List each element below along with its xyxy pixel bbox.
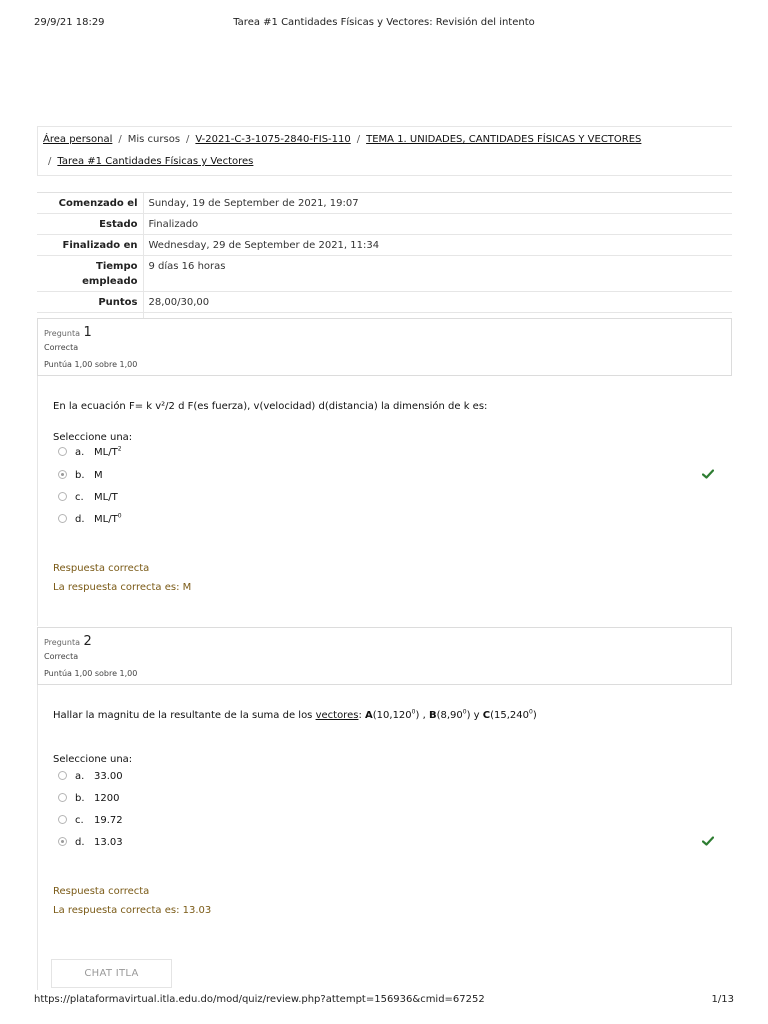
degree-sup: 0 <box>411 708 416 716</box>
question-2-content <box>37 685 732 990</box>
question-state: Correcta <box>44 652 79 661</box>
answer-option-a[interactable] <box>58 447 122 461</box>
attempt-summary-table <box>37 192 732 334</box>
summary-label: Tiempo empleado <box>37 256 143 292</box>
summary-value: 9 días 16 horas <box>143 256 732 292</box>
summary-row-state <box>37 214 732 235</box>
option-sup: 2 <box>117 445 122 453</box>
summary-row-time <box>37 256 732 292</box>
breadcrumb-quiz[interactable]: Tarea #1 Cantidades Físicas y Vectores <box>57 156 254 167</box>
option-text: M <box>94 470 103 481</box>
breadcrumb-topic[interactable]: TEMA 1. UNIDADES, CANTIDADES FÍSICAS Y VECTORES <box>366 134 642 145</box>
question-1-info <box>37 318 732 376</box>
radio-button[interactable] <box>58 514 67 523</box>
question-text-part: ) y <box>466 710 483 721</box>
question-state: Correcta <box>44 343 79 352</box>
right-answer: La respuesta correcta es: 13.03 <box>53 905 212 916</box>
vector-c-name: C <box>482 710 491 721</box>
answer-option-b[interactable] <box>58 470 103 484</box>
radio-button[interactable] <box>58 771 67 780</box>
answer-option-d[interactable] <box>58 837 123 851</box>
option-text: ML/T <box>94 514 118 525</box>
breadcrumb-separator: / <box>48 156 52 167</box>
answer-option-b[interactable] <box>58 793 119 807</box>
breadcrumb-area-personal[interactable]: Área personal <box>43 134 113 145</box>
print-header <box>0 17 768 31</box>
option-sup: 0 <box>117 512 122 520</box>
summary-row-points <box>37 292 732 313</box>
summary-label: Puntos <box>37 292 143 313</box>
print-title: Tarea #1 Cantidades Físicas y Vectores: Revisión del intento <box>233 17 535 28</box>
summary-label: Estado <box>37 214 143 235</box>
breadcrumb <box>37 126 732 176</box>
vector-b-name: B <box>428 710 437 721</box>
option-letter: b. <box>75 470 85 481</box>
vector-b-value: (8,90 <box>436 710 463 721</box>
question-text <box>53 710 537 721</box>
summary-value: Finalizado <box>143 214 732 235</box>
question-grade: Puntúa 1,00 sobre 1,00 <box>44 669 138 678</box>
option-text: 1200 <box>94 793 120 804</box>
option-text: ML/T <box>94 447 118 458</box>
option-letter: a. <box>75 447 85 458</box>
feedback-correct: Respuesta correcta <box>53 563 150 574</box>
radio-button[interactable] <box>58 492 67 501</box>
question-1-content <box>37 376 732 626</box>
radio-button[interactable] <box>58 815 67 824</box>
breadcrumb-line-1 <box>43 134 641 148</box>
option-letter: b. <box>75 793 85 804</box>
option-letter: a. <box>75 771 85 782</box>
question-text-part: ) , <box>415 710 429 721</box>
vector-a-value: (10,120 <box>372 710 412 721</box>
summary-row-finished <box>37 235 732 256</box>
right-answer: La respuesta correcta es: M <box>53 582 192 593</box>
feedback-correct: Respuesta correcta <box>53 886 150 897</box>
degree-sup: 0 <box>529 708 533 716</box>
option-text: 19.72 <box>94 815 123 826</box>
question-text-part: ) <box>532 710 537 721</box>
print-datetime: 29/9/21 18:29 <box>34 17 105 28</box>
breadcrumb-separator: / <box>356 134 361 145</box>
radio-button[interactable] <box>58 447 67 456</box>
option-letter: c. <box>75 815 84 826</box>
option-text: 13.03 <box>94 837 123 848</box>
question-number <box>44 325 92 340</box>
summary-row-started <box>37 193 732 214</box>
question-label: Pregunta <box>44 638 80 647</box>
answer-option-a[interactable] <box>58 771 123 785</box>
select-prompt: Seleccione una: <box>53 754 133 765</box>
option-text: ML/T <box>94 492 118 503</box>
summary-label: Comenzado el <box>37 193 143 214</box>
question-label: Pregunta <box>44 329 80 338</box>
breadcrumb-mis-cursos: Mis cursos <box>127 134 181 145</box>
option-letter: d. <box>75 514 85 525</box>
question-2-info <box>37 627 732 685</box>
vector-c-value: (15,240 <box>490 710 529 721</box>
question-number <box>44 634 92 649</box>
summary-label: Finalizado en <box>37 235 143 256</box>
question-text: En la ecuación F= k v²/2 d F(es fuerza), v(velocidad) d(distancia) la dimensión de k es: <box>53 401 488 412</box>
radio-button[interactable] <box>58 793 67 802</box>
question-text-part: Hallar la magnitu de la resultante de la suma de los <box>53 710 316 721</box>
option-letter: d. <box>75 837 85 848</box>
radio-button-selected[interactable] <box>58 837 67 846</box>
question-number-value: 1 <box>83 325 92 340</box>
print-footer <box>0 994 768 1008</box>
select-prompt: Seleccione una: <box>53 432 133 443</box>
question-number-value: 2 <box>83 634 92 649</box>
option-letter: c. <box>75 492 84 503</box>
breadcrumb-line-2 <box>48 156 253 170</box>
answer-option-c[interactable] <box>58 815 123 829</box>
summary-value: Sunday, 19 de September de 2021, 19:07 <box>143 193 732 214</box>
correct-check-icon <box>702 469 714 479</box>
vectores-link[interactable]: vectores <box>315 710 359 721</box>
degree-sup: 0 <box>462 708 467 716</box>
radio-button-selected[interactable] <box>58 470 67 479</box>
breadcrumb-separator: / <box>118 134 122 145</box>
print-url: https://plataformavirtual.itla.edu.do/mod/quiz/review.php?attempt=156936&cmid=67252 <box>34 994 485 1005</box>
summary-value: 28,00/30,00 <box>143 292 732 313</box>
summary-value: Wednesday, 29 de September de 2021, 11:34 <box>143 235 732 256</box>
correct-check-icon <box>702 836 714 846</box>
answer-option-c[interactable] <box>58 492 118 506</box>
breadcrumb-course[interactable]: V-2021-C-3-1075-2840-FIS-110 <box>195 134 351 145</box>
question-grade: Puntúa 1,00 sobre 1,00 <box>44 360 138 369</box>
answer-option-d[interactable] <box>58 514 122 528</box>
print-page-number: 1/13 <box>711 994 734 1005</box>
vector-a-name: A <box>365 710 373 721</box>
chat-itla-button[interactable]: CHAT ITLA <box>51 959 172 988</box>
option-text: 33.00 <box>94 771 123 782</box>
breadcrumb-separator: / <box>186 134 190 145</box>
question-text-part: : <box>358 710 366 721</box>
